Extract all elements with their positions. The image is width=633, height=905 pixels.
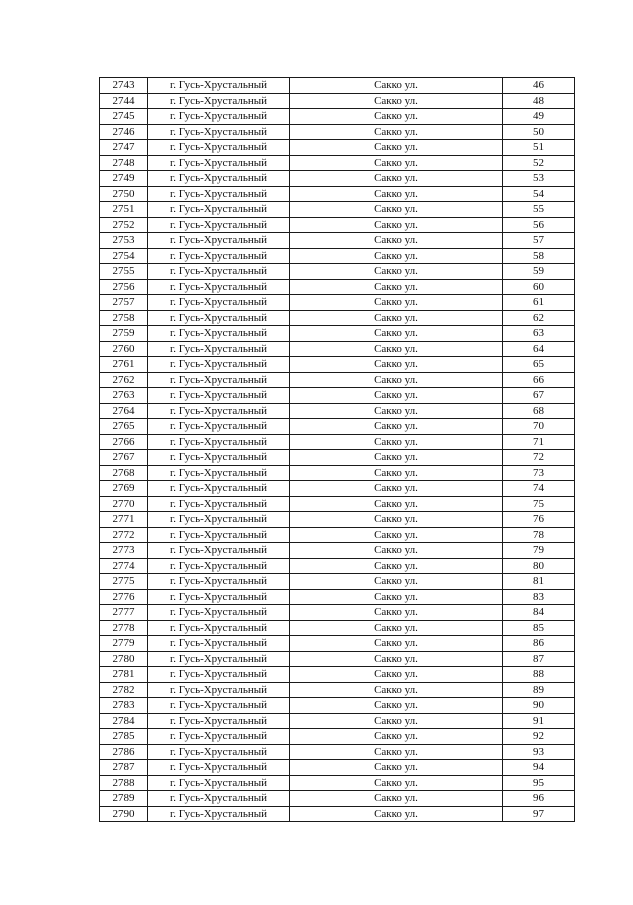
city-cell: г. Гусь-Хрустальный (148, 248, 290, 264)
city-cell: г. Гусь-Хрустальный (148, 326, 290, 342)
house-number-cell: 54 (503, 186, 575, 202)
house-number-cell: 84 (503, 605, 575, 621)
house-number-cell: 61 (503, 295, 575, 311)
row-number-cell: 2758 (100, 310, 148, 326)
street-cell: Сакко ул. (290, 651, 503, 667)
house-number-cell: 53 (503, 171, 575, 187)
street-cell: Сакко ул. (290, 481, 503, 497)
street-cell: Сакко ул. (290, 496, 503, 512)
house-number-cell: 71 (503, 434, 575, 450)
city-cell: г. Гусь-Хрустальный (148, 682, 290, 698)
city-cell: г. Гусь-Хрустальный (148, 109, 290, 125)
table-row (100, 78, 575, 94)
row-number-cell: 2764 (100, 403, 148, 419)
table-row (100, 419, 575, 435)
street-cell: Сакко ул. (290, 403, 503, 419)
row-number-cell: 2777 (100, 605, 148, 621)
city-cell: г. Гусь-Хрустальный (148, 806, 290, 822)
city-cell: г. Гусь-Хрустальный (148, 496, 290, 512)
city-cell: г. Гусь-Хрустальный (148, 589, 290, 605)
city-cell: г. Гусь-Хрустальный (148, 93, 290, 109)
street-cell: Сакко ул. (290, 279, 503, 295)
house-number-cell: 86 (503, 636, 575, 652)
table-row (100, 620, 575, 636)
table-row (100, 155, 575, 171)
street-cell: Сакко ул. (290, 667, 503, 683)
house-number-cell: 48 (503, 93, 575, 109)
house-number-cell: 63 (503, 326, 575, 342)
city-cell: г. Гусь-Хрустальный (148, 202, 290, 218)
city-cell: г. Гусь-Хрустальный (148, 388, 290, 404)
city-cell: г. Гусь-Хрустальный (148, 481, 290, 497)
row-number-cell: 2772 (100, 527, 148, 543)
row-number-cell: 2780 (100, 651, 148, 667)
city-cell: г. Гусь-Хрустальный (148, 403, 290, 419)
street-cell: Сакко ул. (290, 434, 503, 450)
house-number-cell: 94 (503, 760, 575, 776)
city-cell: г. Гусь-Хрустальный (148, 140, 290, 156)
street-cell: Сакко ул. (290, 744, 503, 760)
row-number-cell: 2753 (100, 233, 148, 249)
house-number-cell: 62 (503, 310, 575, 326)
address-table (99, 77, 575, 822)
house-number-cell: 85 (503, 620, 575, 636)
row-number-cell: 2773 (100, 543, 148, 559)
table-row (100, 791, 575, 807)
house-number-cell: 89 (503, 682, 575, 698)
city-cell: г. Гусь-Хрустальный (148, 295, 290, 311)
row-number-cell: 2776 (100, 589, 148, 605)
house-number-cell: 55 (503, 202, 575, 218)
table-row (100, 93, 575, 109)
city-cell: г. Гусь-Хрустальный (148, 372, 290, 388)
row-number-cell: 2769 (100, 481, 148, 497)
city-cell: г. Гусь-Хрустальный (148, 651, 290, 667)
city-cell: г. Гусь-Хрустальный (148, 264, 290, 280)
table-row (100, 651, 575, 667)
house-number-cell: 56 (503, 217, 575, 233)
table-row (100, 403, 575, 419)
row-number-cell: 2744 (100, 93, 148, 109)
street-cell: Сакко ул. (290, 806, 503, 822)
house-number-cell: 73 (503, 465, 575, 481)
street-cell: Сакко ул. (290, 589, 503, 605)
street-cell: Сакко ул. (290, 248, 503, 264)
table-row (100, 775, 575, 791)
row-number-cell: 2746 (100, 124, 148, 140)
street-cell: Сакко ул. (290, 574, 503, 590)
street-cell: Сакко ул. (290, 682, 503, 698)
row-number-cell: 2763 (100, 388, 148, 404)
city-cell: г. Гусь-Хрустальный (148, 217, 290, 233)
row-number-cell: 2747 (100, 140, 148, 156)
city-cell: г. Гусь-Хрустальный (148, 558, 290, 574)
street-cell: Сакко ул. (290, 202, 503, 218)
city-cell: г. Гусь-Хрустальный (148, 791, 290, 807)
row-number-cell: 2790 (100, 806, 148, 822)
street-cell: Сакко ул. (290, 465, 503, 481)
table-row (100, 713, 575, 729)
city-cell: г. Гусь-Хрустальный (148, 543, 290, 559)
row-number-cell: 2768 (100, 465, 148, 481)
table-row (100, 605, 575, 621)
city-cell: г. Гусь-Хрустальный (148, 744, 290, 760)
house-number-cell: 59 (503, 264, 575, 280)
street-cell: Сакко ул. (290, 605, 503, 621)
table-row (100, 279, 575, 295)
city-cell: г. Гусь-Хрустальный (148, 574, 290, 590)
street-cell: Сакко ул. (290, 558, 503, 574)
city-cell: г. Гусь-Хрустальный (148, 124, 290, 140)
house-number-cell: 67 (503, 388, 575, 404)
city-cell: г. Гусь-Хрустальный (148, 155, 290, 171)
city-cell: г. Гусь-Хрустальный (148, 450, 290, 466)
city-cell: г. Гусь-Хрустальный (148, 78, 290, 94)
house-number-cell: 51 (503, 140, 575, 156)
house-number-cell: 49 (503, 109, 575, 125)
street-cell: Сакко ул. (290, 372, 503, 388)
street-cell: Сакко ул. (290, 326, 503, 342)
table-row (100, 481, 575, 497)
street-cell: Сакко ул. (290, 109, 503, 125)
street-cell: Сакко ул. (290, 310, 503, 326)
street-cell: Сакко ул. (290, 527, 503, 543)
house-number-cell: 79 (503, 543, 575, 559)
row-number-cell: 2778 (100, 620, 148, 636)
house-number-cell: 60 (503, 279, 575, 295)
city-cell: г. Гусь-Хрустальный (148, 713, 290, 729)
row-number-cell: 2756 (100, 279, 148, 295)
city-cell: г. Гусь-Хрустальный (148, 698, 290, 714)
street-cell: Сакко ул. (290, 388, 503, 404)
street-cell: Сакко ул. (290, 760, 503, 776)
house-number-cell: 76 (503, 512, 575, 528)
row-number-cell: 2782 (100, 682, 148, 698)
table-row (100, 667, 575, 683)
city-cell: г. Гусь-Хрустальный (148, 465, 290, 481)
street-cell: Сакко ул. (290, 264, 503, 280)
row-number-cell: 2754 (100, 248, 148, 264)
table-row (100, 806, 575, 822)
house-number-cell: 70 (503, 419, 575, 435)
table-row (100, 372, 575, 388)
city-cell: г. Гусь-Хрустальный (148, 171, 290, 187)
street-cell: Сакко ул. (290, 171, 503, 187)
street-cell: Сакко ул. (290, 140, 503, 156)
street-cell: Сакко ул. (290, 341, 503, 357)
house-number-cell: 72 (503, 450, 575, 466)
house-number-cell: 68 (503, 403, 575, 419)
table-row (100, 744, 575, 760)
house-number-cell: 65 (503, 357, 575, 373)
house-number-cell: 74 (503, 481, 575, 497)
row-number-cell: 2743 (100, 78, 148, 94)
row-number-cell: 2765 (100, 419, 148, 435)
table-row (100, 233, 575, 249)
row-number-cell: 2787 (100, 760, 148, 776)
table-row (100, 574, 575, 590)
street-cell: Сакко ул. (290, 419, 503, 435)
table-row (100, 589, 575, 605)
house-number-cell: 52 (503, 155, 575, 171)
table-row (100, 527, 575, 543)
street-cell: Сакко ул. (290, 155, 503, 171)
row-number-cell: 2785 (100, 729, 148, 745)
house-number-cell: 87 (503, 651, 575, 667)
row-number-cell: 2784 (100, 713, 148, 729)
city-cell: г. Гусь-Хрустальный (148, 527, 290, 543)
house-number-cell: 92 (503, 729, 575, 745)
street-cell: Сакко ул. (290, 791, 503, 807)
street-cell: Сакко ул. (290, 450, 503, 466)
street-cell: Сакко ул. (290, 233, 503, 249)
table-row (100, 186, 575, 202)
table-row (100, 217, 575, 233)
house-number-cell: 57 (503, 233, 575, 249)
row-number-cell: 2767 (100, 450, 148, 466)
table-row (100, 496, 575, 512)
table-row (100, 729, 575, 745)
row-number-cell: 2761 (100, 357, 148, 373)
house-number-cell: 46 (503, 78, 575, 94)
street-cell: Сакко ул. (290, 186, 503, 202)
address-table-body (100, 78, 575, 822)
row-number-cell: 2750 (100, 186, 148, 202)
house-number-cell: 75 (503, 496, 575, 512)
street-cell: Сакко ул. (290, 729, 503, 745)
row-number-cell: 2745 (100, 109, 148, 125)
city-cell: г. Гусь-Хрустальный (148, 512, 290, 528)
table-row (100, 140, 575, 156)
city-cell: г. Гусь-Хрустальный (148, 636, 290, 652)
house-number-cell: 66 (503, 372, 575, 388)
table-row (100, 388, 575, 404)
city-cell: г. Гусь-Хрустальный (148, 760, 290, 776)
street-cell: Сакко ул. (290, 620, 503, 636)
table-row (100, 636, 575, 652)
house-number-cell: 93 (503, 744, 575, 760)
street-cell: Сакко ул. (290, 357, 503, 373)
city-cell: г. Гусь-Хрустальный (148, 233, 290, 249)
city-cell: г. Гусь-Хрустальный (148, 729, 290, 745)
house-number-cell: 90 (503, 698, 575, 714)
row-number-cell: 2755 (100, 264, 148, 280)
street-cell: Сакко ул. (290, 93, 503, 109)
city-cell: г. Гусь-Хрустальный (148, 605, 290, 621)
row-number-cell: 2748 (100, 155, 148, 171)
table-row (100, 341, 575, 357)
row-number-cell: 2766 (100, 434, 148, 450)
table-row (100, 682, 575, 698)
table-row (100, 512, 575, 528)
city-cell: г. Гусь-Хрустальный (148, 434, 290, 450)
house-number-cell: 50 (503, 124, 575, 140)
house-number-cell: 83 (503, 589, 575, 605)
row-number-cell: 2771 (100, 512, 148, 528)
street-cell: Сакко ул. (290, 698, 503, 714)
table-row (100, 357, 575, 373)
row-number-cell: 2779 (100, 636, 148, 652)
row-number-cell: 2762 (100, 372, 148, 388)
row-number-cell: 2749 (100, 171, 148, 187)
row-number-cell: 2752 (100, 217, 148, 233)
street-cell: Сакко ул. (290, 78, 503, 94)
city-cell: г. Гусь-Хрустальный (148, 775, 290, 791)
table-row (100, 543, 575, 559)
house-number-cell: 91 (503, 713, 575, 729)
house-number-cell: 80 (503, 558, 575, 574)
city-cell: г. Гусь-Хрустальный (148, 667, 290, 683)
house-number-cell: 58 (503, 248, 575, 264)
city-cell: г. Гусь-Хрустальный (148, 620, 290, 636)
street-cell: Сакко ул. (290, 124, 503, 140)
table-row (100, 124, 575, 140)
house-number-cell: 96 (503, 791, 575, 807)
house-number-cell: 95 (503, 775, 575, 791)
street-cell: Сакко ул. (290, 775, 503, 791)
street-cell: Сакко ул. (290, 295, 503, 311)
row-number-cell: 2775 (100, 574, 148, 590)
street-cell: Сакко ул. (290, 217, 503, 233)
street-cell: Сакко ул. (290, 543, 503, 559)
city-cell: г. Гусь-Хрустальный (148, 419, 290, 435)
house-number-cell: 97 (503, 806, 575, 822)
house-number-cell: 78 (503, 527, 575, 543)
house-number-cell: 88 (503, 667, 575, 683)
row-number-cell: 2788 (100, 775, 148, 791)
row-number-cell: 2774 (100, 558, 148, 574)
table-row (100, 202, 575, 218)
city-cell: г. Гусь-Хрустальный (148, 341, 290, 357)
table-row (100, 171, 575, 187)
city-cell: г. Гусь-Хрустальный (148, 310, 290, 326)
table-row (100, 434, 575, 450)
row-number-cell: 2759 (100, 326, 148, 342)
row-number-cell: 2751 (100, 202, 148, 218)
table-row (100, 760, 575, 776)
table-row (100, 326, 575, 342)
table-row (100, 295, 575, 311)
table-row (100, 310, 575, 326)
row-number-cell: 2789 (100, 791, 148, 807)
house-number-cell: 64 (503, 341, 575, 357)
city-cell: г. Гусь-Хрустальный (148, 357, 290, 373)
row-number-cell: 2760 (100, 341, 148, 357)
row-number-cell: 2781 (100, 667, 148, 683)
table-row (100, 264, 575, 280)
table-row (100, 465, 575, 481)
street-cell: Сакко ул. (290, 512, 503, 528)
street-cell: Сакко ул. (290, 636, 503, 652)
table-row (100, 109, 575, 125)
row-number-cell: 2786 (100, 744, 148, 760)
city-cell: г. Гусь-Хрустальный (148, 186, 290, 202)
row-number-cell: 2770 (100, 496, 148, 512)
city-cell: г. Гусь-Хрустальный (148, 279, 290, 295)
row-number-cell: 2757 (100, 295, 148, 311)
house-number-cell: 81 (503, 574, 575, 590)
row-number-cell: 2783 (100, 698, 148, 714)
table-row (100, 450, 575, 466)
street-cell: Сакко ул. (290, 713, 503, 729)
table-row (100, 248, 575, 264)
table-row (100, 558, 575, 574)
table-row (100, 698, 575, 714)
